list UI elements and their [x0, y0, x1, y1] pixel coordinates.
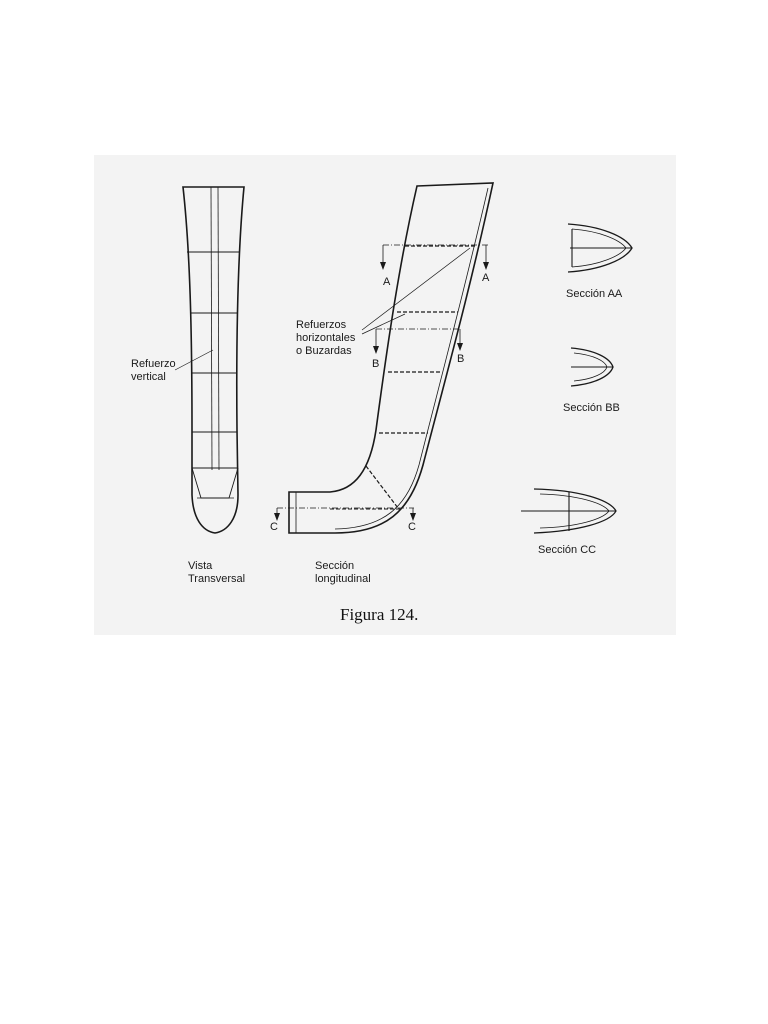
marker-b-right: B	[457, 353, 465, 365]
leader-line	[362, 248, 470, 330]
cut-arrow-head	[373, 346, 379, 354]
transverse-ribs	[187, 252, 240, 468]
seccion-label-1: Sección	[315, 560, 355, 572]
cut-arrow-head	[274, 513, 280, 521]
longitudinal-section	[270, 183, 493, 585]
transverse-outline	[183, 187, 244, 533]
seccion-bb-label: Sección BB	[563, 402, 620, 414]
refuerzos-label-3: o Buzardas	[296, 345, 352, 357]
cut-arrow-head	[380, 262, 386, 270]
transverse-view	[131, 187, 245, 585]
marker-b-left: B	[372, 358, 380, 370]
section-aa	[566, 224, 632, 300]
vista-label-1: Vista	[188, 560, 213, 572]
sole-frame	[192, 468, 238, 498]
center-web-line	[211, 187, 212, 470]
figure-caption: Figura 124.	[340, 605, 419, 624]
seccion-aa-label: Sección AA	[566, 288, 623, 300]
marker-c-left: C	[270, 521, 278, 533]
cut-line-cc	[270, 508, 416, 533]
leader-line	[362, 314, 405, 334]
cut-arrow-head	[483, 262, 489, 270]
refuerzo-vertical-label-1: Refuerzo	[131, 358, 176, 370]
center-web-line	[218, 187, 219, 470]
refuerzo-vertical-leader	[175, 350, 213, 370]
horizontal-stiffeners	[330, 246, 475, 509]
seccion-cc-label: Sección CC	[538, 544, 597, 556]
cut-arrow-head	[410, 513, 416, 521]
marker-a-left: A	[383, 276, 391, 288]
refuerzo-vertical-label-2: vertical	[131, 371, 166, 383]
stiffener-line	[366, 466, 398, 508]
refuerzos-leaders	[362, 248, 470, 334]
cut-arrow-head	[457, 343, 463, 351]
marker-c-right: C	[408, 521, 416, 533]
section-cc	[521, 489, 616, 556]
refuerzos-label-1: Refuerzos	[296, 319, 347, 331]
section-bb	[563, 348, 620, 414]
marker-a-right: A	[482, 272, 490, 284]
refuerzos-label-2: horizontales	[296, 332, 356, 344]
seccion-label-2: longitudinal	[315, 573, 371, 585]
vista-label-2: Transversal	[188, 573, 246, 585]
